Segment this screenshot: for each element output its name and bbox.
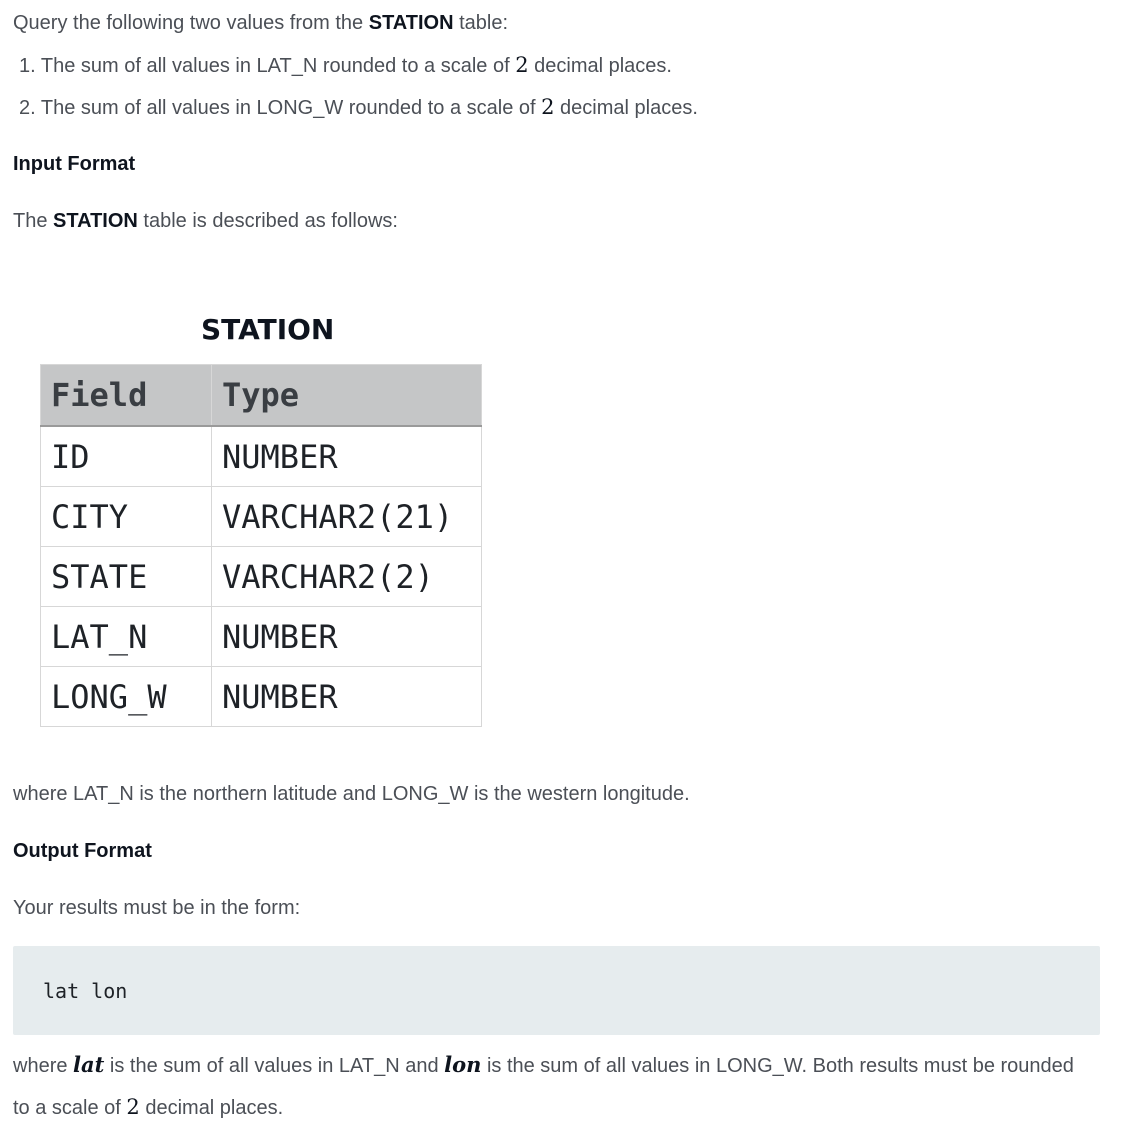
code-block (13, 946, 1100, 1035)
field-cell: CITY (41, 487, 212, 547)
list-item: 2. The sum of all values in LONG_W rounded to a scale of 2 decimal places. (19, 95, 698, 119)
output-description-cont: to a scale of 2 decimal places. (13, 1095, 284, 1119)
schema-table (40, 364, 482, 727)
column-header-field: Field (41, 365, 212, 427)
table-name: STATION (368, 12, 454, 34)
field-cell: ID (41, 426, 212, 487)
type-cell: NUMBER (212, 667, 482, 727)
var-lat: lat (73, 1052, 105, 1077)
type-cell: VARCHAR2(21) (212, 487, 482, 547)
field-cell: LAT_N (41, 607, 212, 667)
type-cell: NUMBER (212, 426, 482, 487)
schema-caption: STATION (201, 313, 335, 346)
table-row (41, 426, 482, 487)
var-lon: lon (444, 1052, 482, 1077)
output-description: where lat is the sum of all values in LAT_N and lon is the sum of all values in LONG_W. Both results must be rounded (13, 1052, 1074, 1077)
input-format-text: The STATION table is described as follows: (13, 210, 398, 232)
where-note: where LAT_N is the northern latitude and LONG_W is the western longitude. (13, 783, 690, 805)
table-row (41, 667, 482, 727)
intro-text: Query the following two values from the STATION table: (13, 12, 509, 34)
output-format-heading: Output Format (13, 840, 152, 862)
code-text: lat lon (43, 979, 128, 1003)
type-cell: NUMBER (212, 607, 482, 667)
column-header-type: Type (212, 365, 482, 427)
field-cell: STATE (41, 547, 212, 607)
output-format-intro: Your results must be in the form: (13, 897, 301, 919)
list-item: 1. The sum of all values in LAT_N rounded to a scale of 2 decimal places. (19, 53, 672, 77)
table-name: STATION (53, 210, 138, 232)
table-row (41, 547, 482, 607)
field-cell: LONG_W (41, 667, 212, 727)
table-header-row (41, 365, 482, 427)
table-row (41, 487, 482, 547)
type-cell: VARCHAR2(2) (212, 547, 482, 607)
table-row (41, 607, 482, 667)
input-format-heading: Input Format (13, 153, 136, 175)
